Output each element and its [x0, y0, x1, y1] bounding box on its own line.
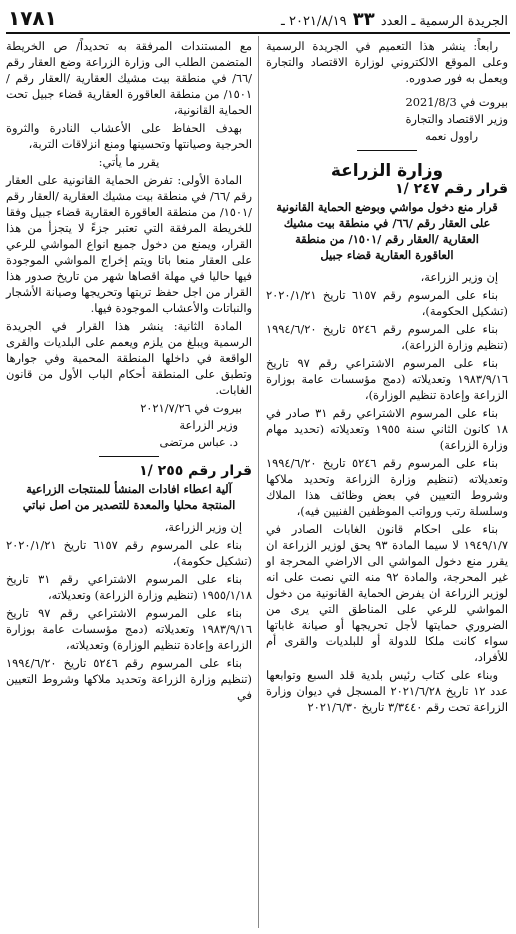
decision-number: قرار رقم ٢٥٥ /١ — [139, 463, 252, 479]
preamble-line: وبناء على كتاب رئيس بلدية قلد السبع وتوابعها عدد ١٢ تاريخ ٢٠٢١/٦/٢٨ المسجل في ديوان وزارة الزراعة تحت رقم ٣/٣٤٤٠ تاريخ ٢٠٢١/٦/٣٠ — [266, 668, 509, 714]
preamble-line: بناء على المرسوم الاشتراعي رقم ٣١ تاريخ ١٩٥٥/١/١٨ (تنظيم وزارة الزراعة) وتعديلاته، — [6, 572, 252, 602]
decision-title: آلية اعطاء افادات المنشأ للمنتجات الزراعية المنتجة محليا والمعدة للتصدير من اصل نباتي — [22, 482, 236, 512]
preamble-line: إن وزير الزراعة، — [420, 270, 498, 284]
article-two: المادة الثانية: ينشر هذا القرار في الجريدة الرسمية ويبلغ من يلزم ويعمم على البلديات والقرى الواقعة في داخلها المنطقة المحمية وفي جوارها وتطبق على المنطقة أحكام الباب الأول من قانون الغابات. — [6, 319, 252, 397]
page-header — [6, 6, 510, 34]
decision-number: قرار رقم ٢٤٧ /١ — [395, 181, 508, 197]
preamble-line: بناء على احكام قانون الغابات الصادر في ١٩٤٩/١/٧ لا سيما المادة ٩٣ يحق لوزير الزراعة ان يقرر منع دخول المواشي الى الاراضي المحرجة او غير المحرجة، والمادة ٩٢ منه التي نصت على انه لوزير الزراعة ان يفرض الحماية القانونية من دخول المواشي للرعي على المناطق التي يرى من الضروري حمايتها لأجل تحريجها أو صيانة غاباتها سواء كانت ملكا للدولة أو للبلديات والقرى أم للأفراد، — [266, 522, 508, 664]
right-column — [266, 38, 508, 934]
section-rule — [357, 150, 417, 151]
preamble-line: بناء على المرسوم رقم ٦١٥٧ تاريخ ٢٠٢٠/١/٢١ (تشكيل حكومة)، — [6, 538, 252, 568]
decides-text: يقرر ما يأتي: — [98, 155, 160, 169]
article-four: رابعاً: ينشر هذا التعميم في الجريدة الرسمية وعلى الموقع الالكتروني لوزارة الاقتصاد والتجارة ويعمل به فور صدوره. — [266, 39, 508, 85]
aim-text: بهدف الحفاظ على الأعشاب النادرة والثروة الحرجية وصيانتها وتحسينها ومنع انزلاقات التربة، — [6, 121, 252, 151]
column-divider — [258, 36, 259, 928]
issue-date: ٢٠٢١/٨/١٩ ـ — [281, 14, 347, 29]
left-column — [6, 38, 252, 934]
signer-name: د. عباس مرتضى — [159, 435, 238, 449]
preamble-line: بناء على المرسوم رقم ٦١٥٧ تاريخ ٢٠٢٠/١/٢١ (تشكيل الحكومة)، — [266, 288, 508, 318]
signer-title: وزير الاقتصاد والتجارة — [405, 112, 508, 126]
page-number: ١٧٨١ — [8, 6, 57, 30]
issue-number: ٣٣ — [352, 9, 375, 30]
preamble-line: بناء على المرسوم الاشتراعي رقم ٣١ صادر في ١٨ كانون الثاني سنة ١٩٥٥ وتعديلاته (تحديد مهام وزارة الزراعة) — [266, 406, 508, 452]
preamble-line: بناء على المرسوم رقم ٥٢٤٦ تاريخ ١٩٩٤/٦/٢٠ (تنظيم وزارة الزراعة وتحديد ملاكها وشروط التعيين في — [6, 656, 252, 702]
continuation-text: مع المستندات المرفقة به تحديداً/ ص الخريطة المتضمن الطلب الى وزارة الزراعة وضع العقار رقم /٦٦/ في منطقة بيت مشيك العقارية /العقار رقم /١٥٠١/ من منطقة العاقورة العقارية قضاء جبيل تحت الحماية القانونية، — [6, 39, 252, 117]
preamble-line: بناء على المرسوم رقم ٥٢٤٦ تاريخ ١٩٩٤/٦/٢٠ وتعديلاته (تنظيم وزارة الزراعة وتحديد ملاكها وشروط التعيين في بعض وظائف هذا الملاك وسلسلة رتب ورواتب الموظفين الفنيين فيه)، — [266, 456, 508, 518]
preamble-line: بناء على المرسوم الاشتراعي رقم ٩٧ تاريخ ١٩٨٣/٩/١٦ وتعديلاته (دمج مؤسسات عامة بوزارة الزراعة وإعادة تنظيم الوزارة)، — [266, 356, 508, 402]
publication-line — [281, 9, 508, 30]
preamble-line: إن وزير الزراعة، — [164, 520, 242, 534]
signer-title: وزير الزراعة — [179, 418, 238, 432]
decision-title: قرار منع دخول مواشي وبوضع الحماية القانونية على العقار رقم /٦٦/ في منطقة بيت مشيك العقارية /العقار رقم /١٥٠١/ من منطقة العاقورة العقارية قضاء جبيل — [276, 200, 498, 262]
preamble-line: بناء على المرسوم رقم ٥٢٤٦ تاريخ ١٩٩٤/٦/٢٠ (تنظيم وزارة الزراعة)، — [266, 322, 508, 352]
date-place: بيروت في ٢٠٢١/٧/٢٦ — [140, 401, 242, 415]
article-one: المادة الأولى: تفرض الحماية القانونية على العقار رقم /٦٦/ في منطقة بيت مشيك العقارية /العقار رقم /١٥٠١/ من منطقة العاقورة العقارية قضاء جبيل وفقا للخريطة المرفقة التي تعتبر جزءً لا يتجزأ من هذا القرار، ويمنع من دخول جميع انواع المواشي للرعي على العقار منعا باتا ويتم إخراج المواشي الموجودة فيها حاليا في مهلة اقصاها شهر من تاريخ صدور هذا القرار من اجل حفظ تربتها وتحريجها وصيانة الأشجار والنباتات والأعشاب الموجودة فيها. — [6, 173, 252, 315]
signer-name: راوول نعمه — [425, 129, 478, 143]
preamble-line: بناء على المرسوم الاشتراعي رقم ٩٧ تاريخ ١٩٨٣/٩/١٦ وتعديلاته (دمج مؤسسات عامة بوزارة الزراعة وإعادة تنظيم الوزارة) وتعديلاته، — [6, 606, 252, 652]
date-place: بيروت في 2021/8/3 — [405, 95, 508, 109]
ministry-heading: وزارة الزراعة — [330, 161, 444, 181]
section-rule — [99, 456, 159, 457]
publication-name: الجريدة الرسمية ـ العدد — [380, 14, 508, 29]
